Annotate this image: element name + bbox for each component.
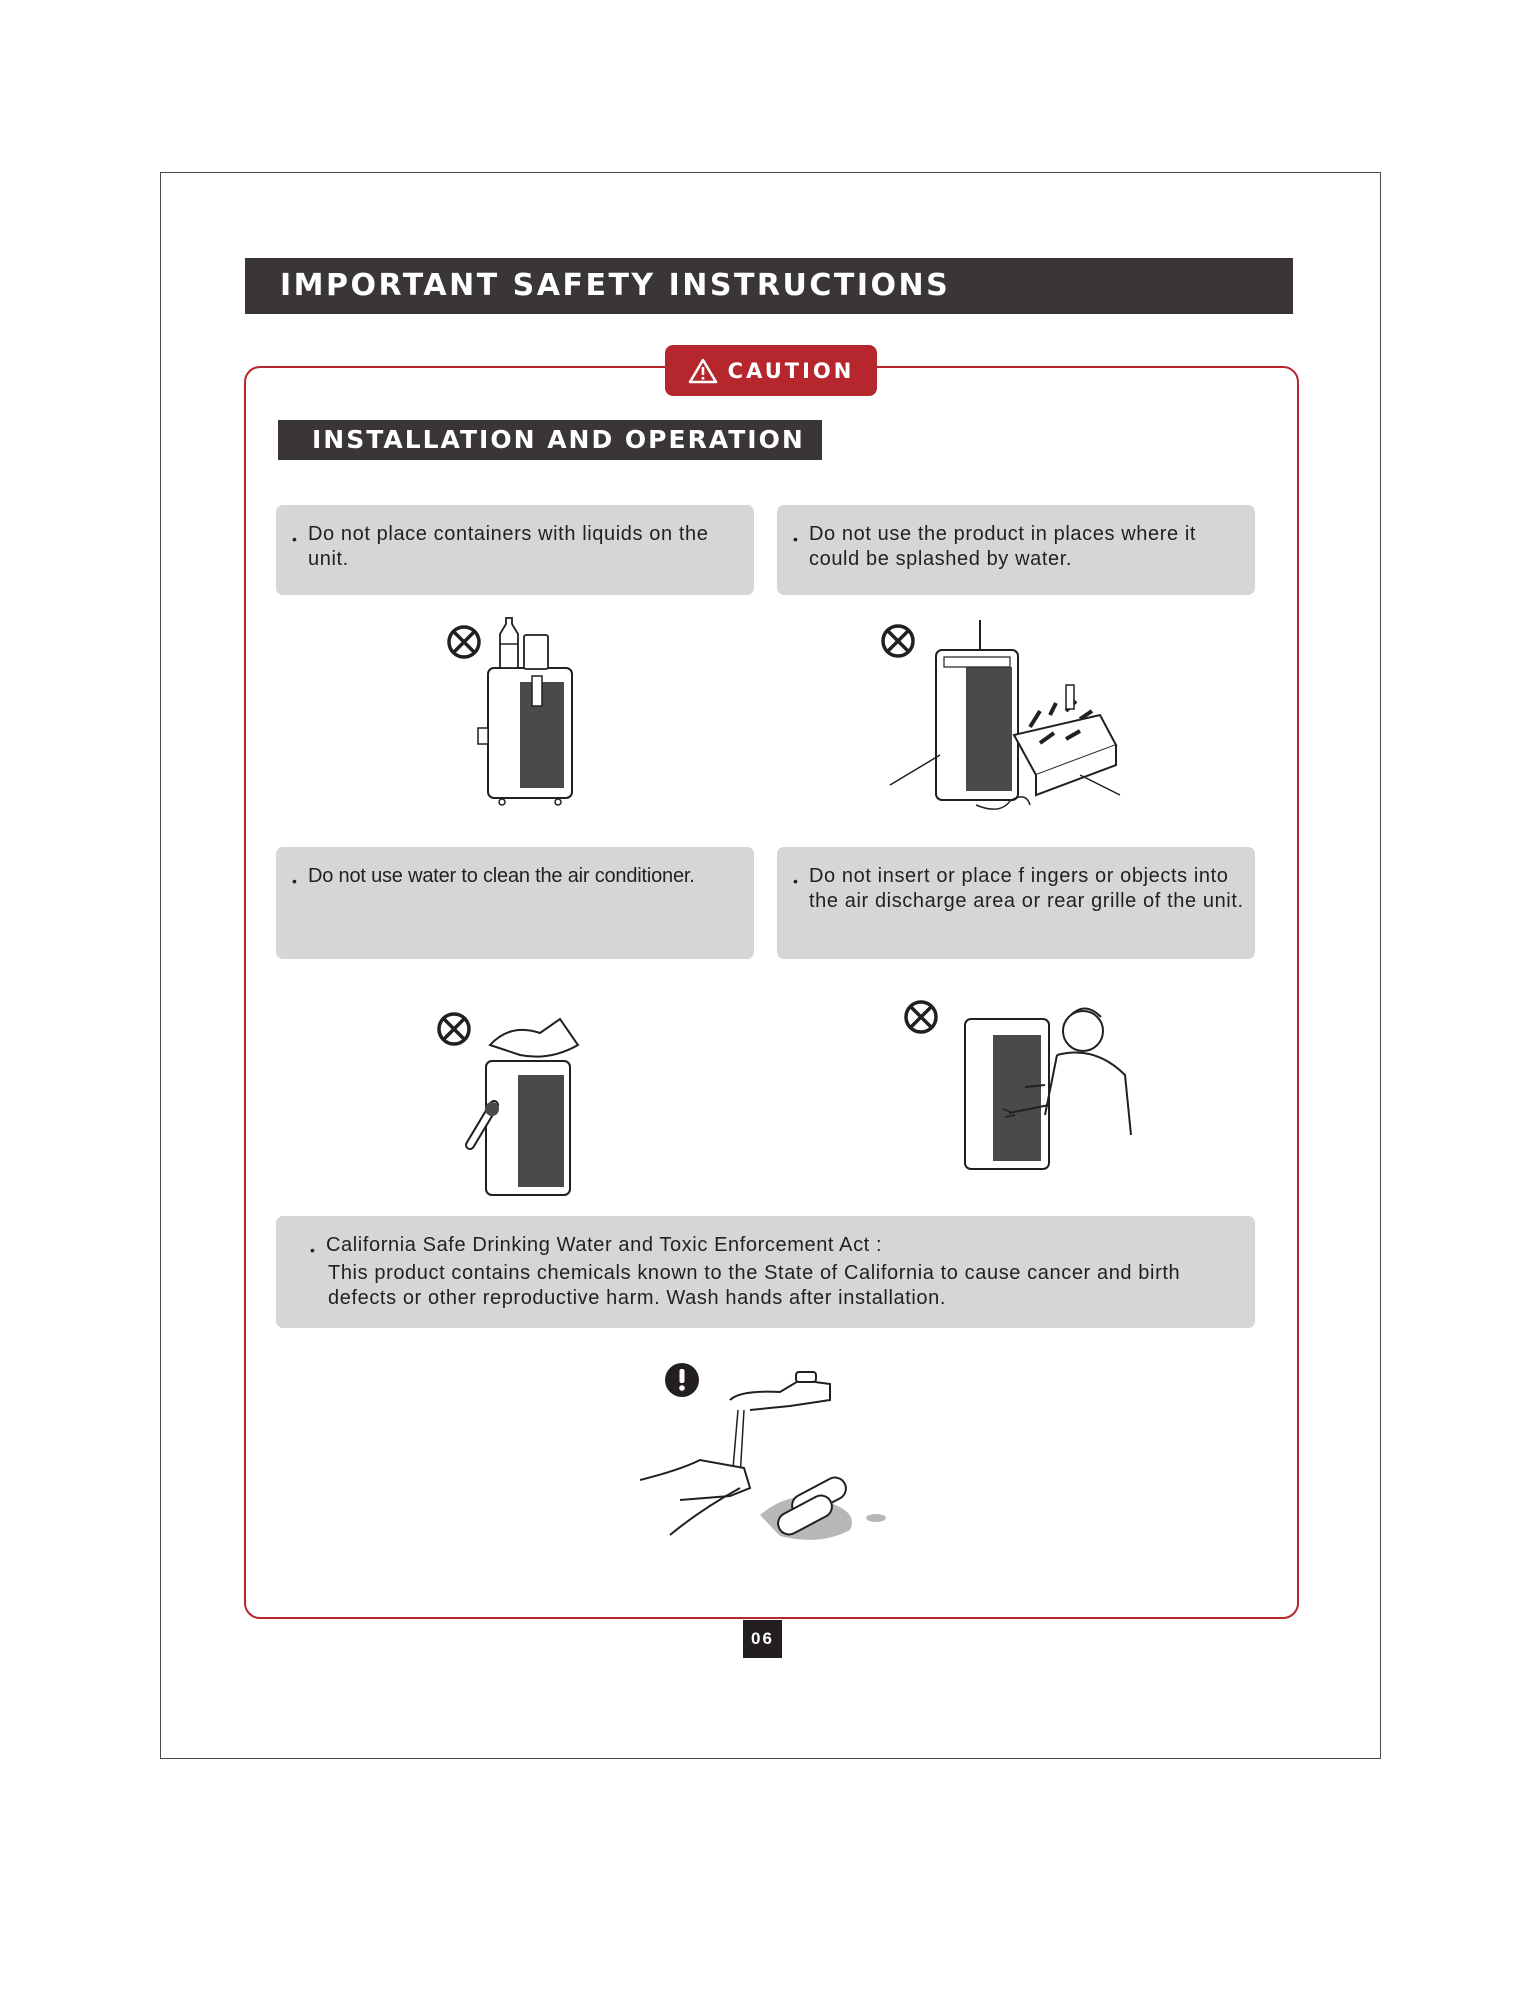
note-no-fingers [777,847,1255,959]
note-liquids-container [276,505,754,595]
illustration-containers-on-unit [440,610,610,810]
note-bullet: • [292,873,298,889]
page-number: 06 [743,1620,782,1658]
prohibited-icon [883,626,913,656]
note-bullet: • [793,531,799,547]
note-bullet: • [793,873,799,889]
note-splash-water [777,505,1255,595]
note-california-prop65 [276,1216,1255,1328]
california-body: This product contains chemicals known to the State of California to cause cancer and birth defects or other reproductive harm. Wash hands after installation. [328,1262,1181,1309]
warning-triangle-icon [688,358,718,384]
section-title: INSTALLATION AND OPERATION [278,420,822,460]
illustration-splash-water [880,615,1140,815]
note-text: Do not use the product in places where it could be splashed by water. [809,523,1197,570]
prohibited-icon [439,1014,469,1044]
prohibited-icon [906,1002,936,1032]
note-text: Do not place containers with liquids on the unit. [308,523,709,570]
note-bullet: • [310,1242,316,1258]
illustration-wash-hands [640,1360,900,1550]
note-text: Do not use water to clean the air conditioner. [308,865,695,887]
note-no-water-clean [276,847,754,959]
caution-badge [665,345,877,396]
caution-label: CAUTION [727,358,855,383]
note-bullet: • [292,531,298,547]
note-text [326,1233,1226,1311]
illustration-fingers-grille [885,995,1145,1175]
prohibited-icon [449,627,479,657]
exclamation-icon [665,1363,699,1397]
page-title: IMPORTANT SAFETY INSTRUCTIONS [245,258,1293,314]
note-text: Do not insert or place f ingers or objects into the air discharge area or rear grille of the unit. [809,865,1244,912]
illustration-water-cleaning [430,1005,600,1205]
california-heading: California Safe Drinking Water and Toxic Enforcement Act : [326,1234,883,1256]
